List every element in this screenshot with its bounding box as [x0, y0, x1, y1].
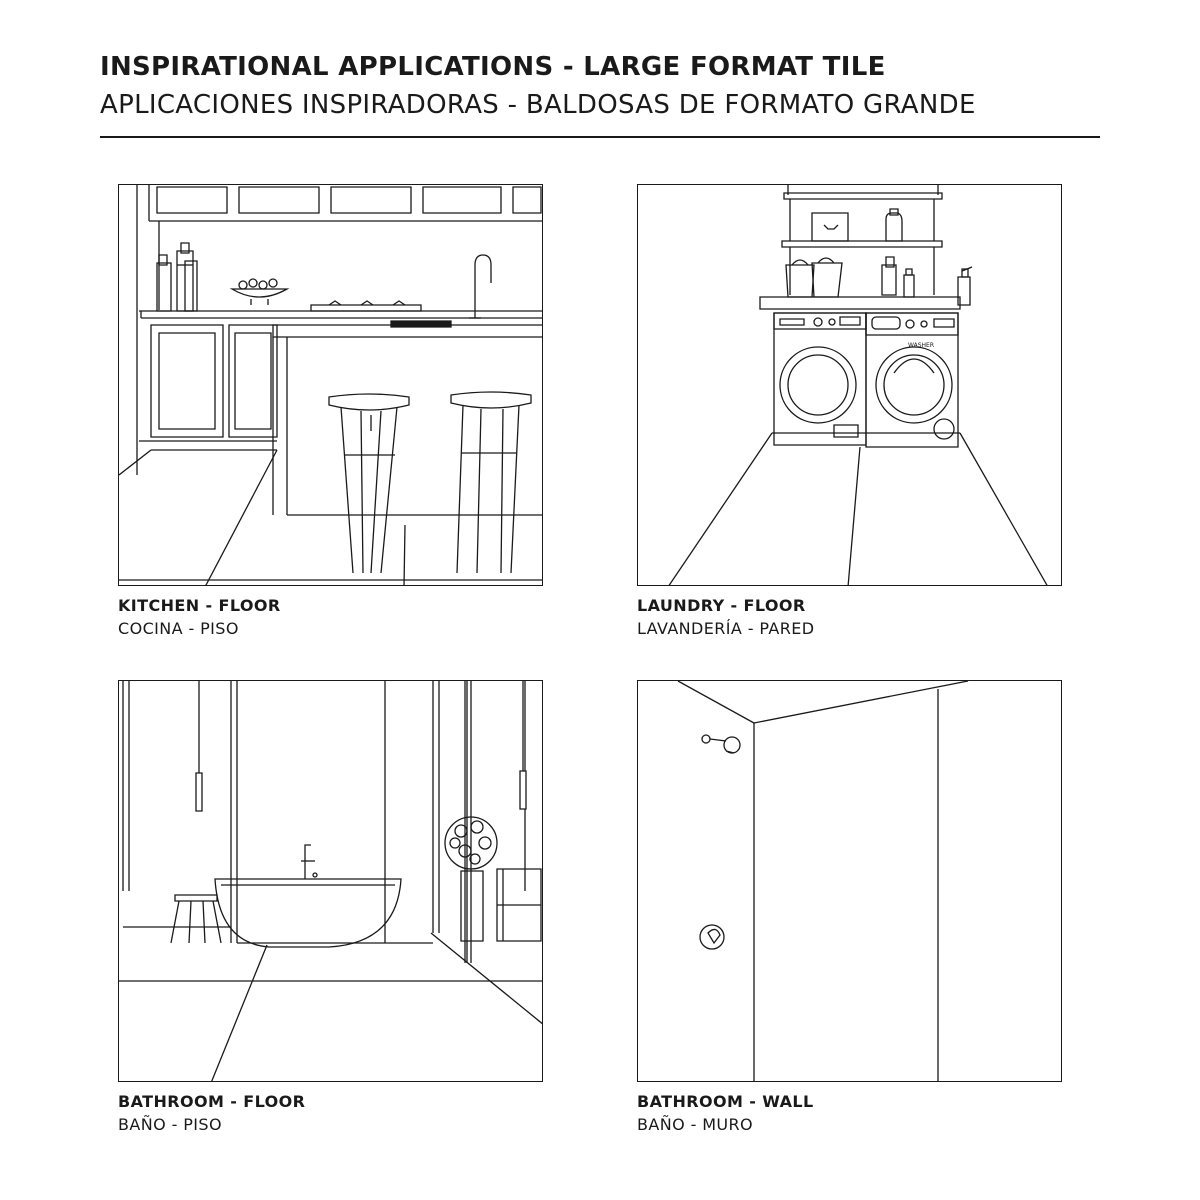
laundry-counter: [760, 297, 960, 309]
shower-walls: [678, 681, 968, 1082]
baskets: [786, 257, 914, 297]
washing-machine: [774, 313, 866, 445]
bar-stool-left: [329, 394, 409, 573]
bathroom-floor-illustration: [118, 680, 543, 1082]
page-title: INSPIRATIONAL APPLICATIONS - LARGE FORMAT TILE: [100, 52, 886, 82]
lower-cabinets: [139, 325, 277, 441]
bathroom-wall-illustration: [637, 680, 1062, 1082]
shelving-unit: [782, 185, 942, 295]
cooktop: [311, 301, 451, 327]
bathroom-walls: [123, 681, 525, 963]
page-subtitle: APLICACIONES INSPIRADORAS - BALDOSAS DE FORMATO GRANDE: [100, 90, 976, 120]
upper-cabinets: [149, 185, 543, 310]
fruit-bowl: [232, 279, 287, 305]
countertop: [139, 311, 543, 318]
bar-stool-right: [451, 392, 531, 573]
bathroom-floor-caption-es: BAÑO - PISO: [118, 1115, 222, 1134]
bathtub: [215, 845, 401, 947]
kitchen-floor-illustration: [118, 184, 543, 586]
washer-label: WASHER: [908, 342, 934, 349]
shower-head: [702, 735, 740, 753]
floor-tiles: [638, 433, 1048, 586]
laundry-floor-illustration: [637, 184, 1062, 586]
laundry-caption-es: LAVANDERÍA - PARED: [637, 619, 815, 638]
bathroom-floor-caption-en: BATHROOM - FLOOR: [118, 1092, 306, 1111]
floor-tiles: [119, 933, 543, 1082]
kitchen-caption-en: KITCHEN - FLOOR: [118, 596, 281, 615]
bath-stool: [171, 895, 221, 943]
header-divider: [100, 136, 1100, 138]
shower-valve: [700, 925, 724, 949]
bathroom-wall-caption-en: BATHROOM - WALL: [637, 1092, 814, 1111]
side-shelf: [497, 869, 541, 941]
pendant-lights: [196, 681, 526, 811]
bathroom-wall-caption-es: BAÑO - MURO: [637, 1115, 754, 1134]
laundry-caption-en: LAUNDRY - FLOOR: [637, 596, 806, 615]
dryer: [866, 313, 958, 447]
kitchen-caption-es: COCINA - PISO: [118, 619, 239, 638]
bottles: [157, 243, 197, 311]
faucet: [469, 255, 491, 318]
